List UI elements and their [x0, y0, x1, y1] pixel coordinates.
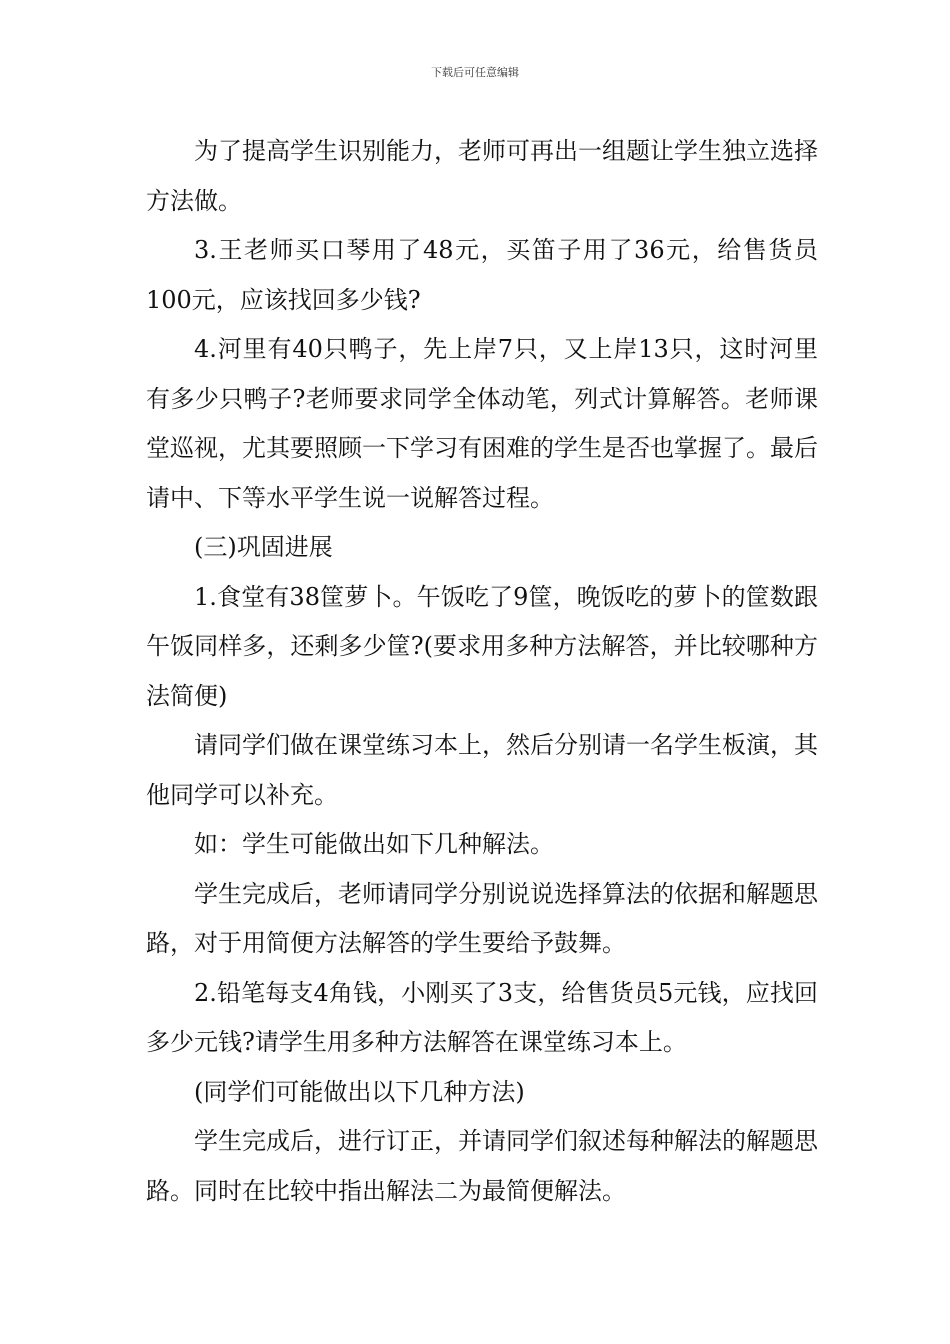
paragraph-5: 1.食堂有38筐萝卜。午饭吃了9筐，晚饭吃的萝卜的筐数跟午饭同样多，还剩多少筐?(要求用多种方法解答，并比较哪种方法简便) [146, 582, 818, 710]
paragraph-8: 学生完成后，老师请同学分别说说选择算法的依据和解题思路，对于用简便方法解答的学生要给予鼓舞。 [146, 879, 818, 957]
page-header-note: 下载后可任意编辑 [431, 66, 519, 79]
paragraph-3: 4.河里有40只鸭子，先上岸7只，又上岸13只，这时河里有多少只鸭子?老师要求同学全体动笔，列式计算解答。老师课堂巡视，尤其要照顾一下学习有困难的学生是否也掌握了。最后请中、下等水平学生说一说解答过程。 [146, 335, 818, 512]
document-body [146, 127, 818, 1216]
paragraph-10: (同学们可能做出以下几种方法) [194, 1077, 525, 1106]
paragraph-1: 为了提高学生识别能力，老师可再出一组题让学生独立选择方法做。 [146, 137, 818, 215]
paragraph-2: 3.王老师买口琴用了48元，买笛子用了36元，给售货员100元，应该找回多少钱? [146, 236, 818, 314]
paragraph-9: 2.铅笔每支4角钱，小刚买了3支，给售货员5元钱，应找回多少元钱?请学生用多种方法解答在课堂练习本上。 [146, 978, 818, 1056]
paragraph-11: 学生完成后，进行订正，并请同学们叙述每种解法的解题思路。同时在比较中指出解法二为最简便解法。 [146, 1127, 818, 1205]
paragraph-6: 请同学们做在课堂练习本上，然后分别请一名学生板演，其他同学可以补充。 [146, 731, 818, 809]
section-heading: (三)巩固进展 [194, 533, 333, 561]
paragraph-7: 如：学生可能做出如下几种解法。 [194, 830, 554, 858]
